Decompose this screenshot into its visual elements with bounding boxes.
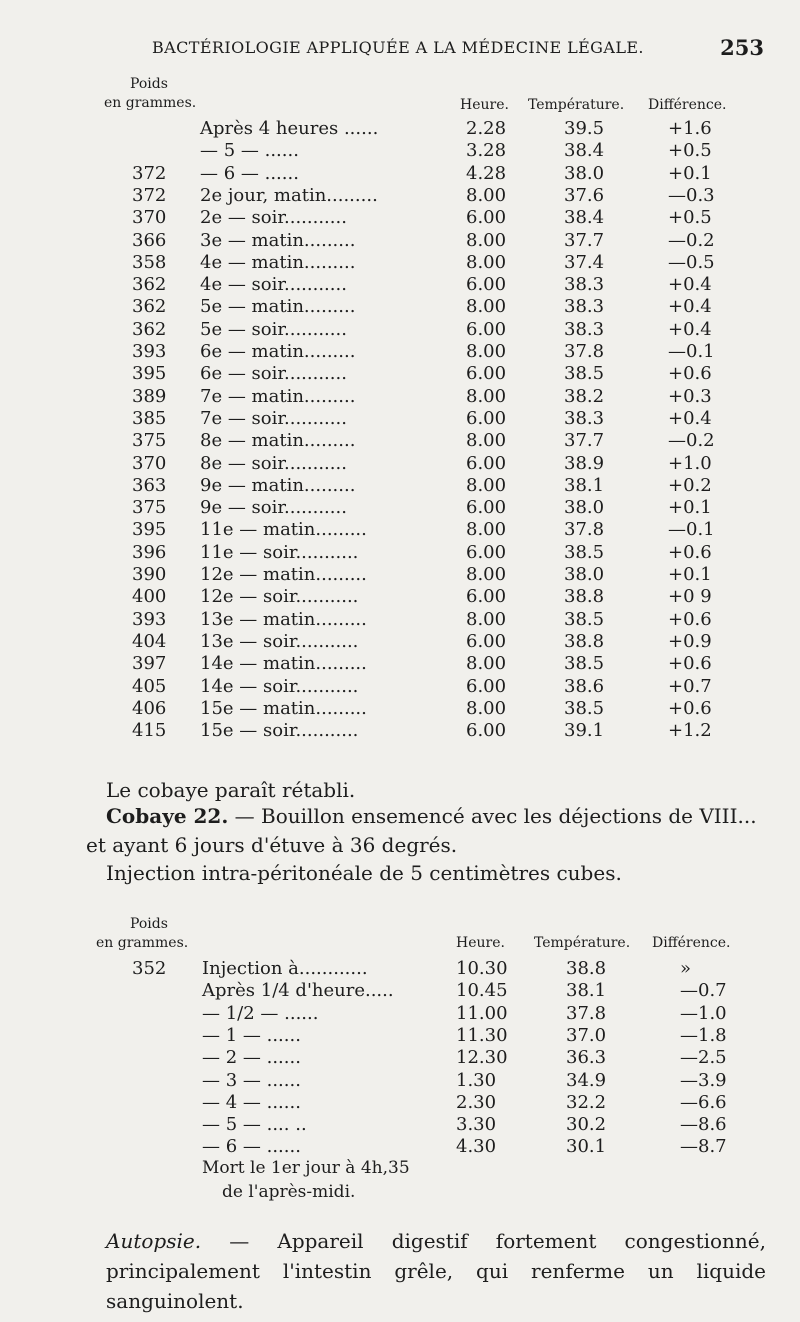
cobaye-label: Cobaye 22. <box>106 804 229 828</box>
hour-cell: 11.30 <box>456 1024 508 1046</box>
date-cell: 9e — matin......... <box>200 474 356 496</box>
date-cell: 2e — soir........... <box>200 207 347 229</box>
weight-cell: 362 <box>132 296 167 318</box>
table-row <box>0 1003 800 1025</box>
date-cell: — 1/2 — ...... <box>202 1002 319 1024</box>
temperature-cell: 38.9 <box>564 452 605 474</box>
table-row <box>0 408 800 430</box>
table-row <box>0 1047 800 1069</box>
date-cell: — 3 — ...... <box>202 1069 301 1091</box>
temperature-cell: 30.2 <box>566 1114 607 1136</box>
hour-cell: 11.00 <box>456 1002 508 1024</box>
temperature-cell: 38.3 <box>564 274 605 296</box>
date-cell: 15e — matin......... <box>200 697 367 719</box>
weight-header-line1: Poids <box>130 916 168 932</box>
difference-cell: +0.4 <box>668 318 712 340</box>
table-row <box>0 564 800 586</box>
difference-cell: +1.2 <box>668 720 712 742</box>
running-header <box>152 35 772 68</box>
difference-cell: —1.8 <box>680 1024 727 1046</box>
difference-cell: +0.3 <box>668 385 712 407</box>
temperature-cell: 38.0 <box>564 497 605 519</box>
table-row <box>0 653 800 675</box>
temperature-cell: 37.4 <box>564 251 605 273</box>
date-cell: — 2 — ...... <box>202 1047 301 1069</box>
difference-cell: +0.4 <box>668 274 712 296</box>
hour-cell: 8.00 <box>466 385 507 407</box>
temperature-cell: 38.2 <box>564 385 605 407</box>
date-cell: 14e — soir........... <box>200 675 359 697</box>
table-row <box>0 341 800 363</box>
difference-cell: —0.2 <box>668 430 715 452</box>
difference-cell: » <box>680 958 692 979</box>
temperature-cell: 38.5 <box>564 363 605 385</box>
difference-cell: —0.1 <box>668 519 715 541</box>
table-row <box>0 1114 800 1136</box>
paragraph-line-2: et ayant 6 jours d'étuve à 36 degrés. <box>86 833 458 857</box>
weight-header-line2: en grammes. <box>104 95 197 111</box>
temperature-cell: 34.9 <box>566 1069 607 1091</box>
weight-cell: 400 <box>132 586 167 608</box>
table-row <box>0 386 800 408</box>
paragraph-line-3: Injection intra-péritonéale de 5 centimètres cubes. <box>106 861 622 885</box>
temperature-cell: 30.1 <box>566 1136 607 1158</box>
temperature-cell: 37.8 <box>566 1002 607 1024</box>
temperature-cell: 38.5 <box>564 608 605 630</box>
hour-cell: 6.00 <box>466 541 507 563</box>
date-cell: — 5 — ...... <box>200 140 299 162</box>
cobaye-heading-line <box>106 804 757 828</box>
temperature-cell: 37.7 <box>564 430 605 452</box>
temperature-cell: 37.6 <box>564 184 605 206</box>
date-cell: Après 1/4 d'heure..... <box>202 980 394 1002</box>
difference-cell: —6.6 <box>680 1091 727 1113</box>
page-number: 253 <box>720 35 764 60</box>
temperature-cell: 38.8 <box>566 958 607 979</box>
hour-cell: 6.00 <box>466 675 507 697</box>
weight-cell: 375 <box>132 430 167 452</box>
table-row <box>0 1070 800 1092</box>
difference-cell: +0.4 <box>668 407 712 429</box>
hour-cell: 2.28 <box>466 118 507 139</box>
difference-cell: +0.4 <box>668 296 712 318</box>
death-note-line2: de l'après-midi. <box>222 1182 356 1202</box>
temperature-cell: 38.0 <box>564 162 605 184</box>
temperature-cell: 38.8 <box>564 630 605 652</box>
weight-cell: 395 <box>132 519 167 541</box>
hour-cell: 3.30 <box>456 1114 497 1136</box>
date-cell: 3e — matin......... <box>200 229 356 251</box>
table-row <box>0 542 800 564</box>
difference-header: Différence. <box>652 935 731 951</box>
recovered-line: Le cobaye paraît rétabli. <box>106 778 356 802</box>
difference-cell: +0.6 <box>668 608 712 630</box>
difference-cell: +0.6 <box>668 363 712 385</box>
temperature-cell: 37.8 <box>564 341 605 362</box>
table-row <box>0 185 800 207</box>
weight-cell: 362 <box>132 318 167 340</box>
autopsie-label: Autopsie. <box>106 1229 202 1253</box>
table-row <box>0 252 800 274</box>
temperature-cell: 38.5 <box>564 541 605 563</box>
temperature-cell: 37.0 <box>566 1024 607 1046</box>
hour-cell: 8.00 <box>466 184 507 206</box>
temperature-cell: 38.4 <box>564 207 605 229</box>
temperature-cell: 38.0 <box>564 564 605 585</box>
temperature-cell: 37.8 <box>564 519 605 541</box>
death-note-line1: Mort le 1er jour à 4h,35 <box>202 1158 410 1178</box>
hour-cell: 6.00 <box>466 407 507 429</box>
table-row <box>0 140 800 162</box>
weight-cell: 393 <box>132 608 167 630</box>
table-row <box>0 118 800 140</box>
difference-cell: —2.5 <box>680 1047 727 1069</box>
temperature-cell: 38.3 <box>564 296 605 318</box>
weight-cell: 415 <box>132 720 167 742</box>
hour-cell: 1.30 <box>456 1069 497 1091</box>
difference-cell: —0.7 <box>680 980 727 1002</box>
hour-cell: 8.00 <box>466 697 507 719</box>
date-cell: 4e — soir........... <box>200 274 347 296</box>
date-cell: — 6 — ...... <box>202 1136 301 1158</box>
date-cell: — 1 — ...... <box>202 1024 301 1046</box>
date-cell: 6e — matin......... <box>200 341 356 362</box>
table-row <box>0 676 800 698</box>
weight-cell: 397 <box>132 653 167 675</box>
autopsie-paragraph <box>106 1226 766 1316</box>
hour-cell: 8.00 <box>466 653 507 675</box>
date-cell: 4e — matin......... <box>200 251 356 273</box>
table-row <box>0 698 800 720</box>
temperature-cell: 39.5 <box>564 118 605 139</box>
weight-header-line2: en grammes. <box>96 935 189 951</box>
weight-cell: 372 <box>132 162 167 184</box>
hour-cell: 8.00 <box>466 229 507 251</box>
weight-cell: 395 <box>132 363 167 385</box>
difference-cell: +0.1 <box>668 162 712 184</box>
date-cell: 8e — soir........... <box>200 452 347 474</box>
table-row <box>0 1092 800 1114</box>
hour-cell: 8.00 <box>466 564 507 585</box>
hour-cell: 6.00 <box>466 586 507 608</box>
difference-cell: +0.2 <box>668 474 712 496</box>
weight-header-line1: Poids <box>130 76 168 92</box>
difference-cell: +0.1 <box>668 497 712 519</box>
table-row <box>0 609 800 631</box>
difference-cell: +0.9 <box>668 630 712 652</box>
table-row <box>0 319 800 341</box>
difference-cell: +0.6 <box>668 697 712 719</box>
hour-cell: 6.00 <box>466 630 507 652</box>
date-cell: 11e — soir........... <box>200 541 359 563</box>
date-cell: 15e — soir........... <box>200 720 359 742</box>
difference-cell: +0 9 <box>668 586 712 608</box>
hour-cell: 6.00 <box>466 720 507 742</box>
weight-cell: 362 <box>132 274 167 296</box>
table-row <box>0 586 800 608</box>
table-row <box>0 519 800 541</box>
temperature-header: Température. <box>534 935 631 951</box>
difference-cell: +0.5 <box>668 140 712 162</box>
hour-cell: 10.30 <box>456 958 508 979</box>
hour-cell: 6.00 <box>466 207 507 229</box>
difference-cell: +0.7 <box>668 675 712 697</box>
difference-cell: +0.5 <box>668 207 712 229</box>
date-cell: Injection à............ <box>202 958 368 979</box>
date-cell: 5e — matin......... <box>200 296 356 318</box>
table-row <box>0 207 800 229</box>
date-cell: 13e — soir........... <box>200 630 359 652</box>
table-row <box>0 980 800 1002</box>
date-cell: — 4 — ...... <box>202 1091 301 1113</box>
table-row <box>0 430 800 452</box>
weight-cell: 363 <box>132 474 167 496</box>
hour-cell: 6.00 <box>466 318 507 340</box>
difference-cell: +1.0 <box>668 452 712 474</box>
date-cell: — 5 — .... .. <box>202 1114 307 1136</box>
hour-cell: 10.45 <box>456 980 508 1002</box>
hour-cell: 8.00 <box>466 519 507 541</box>
difference-cell: —0.1 <box>668 341 715 362</box>
hour-cell: 8.00 <box>466 474 507 496</box>
date-cell: Après 4 heures ...... <box>200 118 379 139</box>
hour-cell: 4.30 <box>456 1136 497 1158</box>
hour-cell: 6.00 <box>466 363 507 385</box>
date-cell: 6e — soir........... <box>200 363 347 385</box>
weight-cell: 372 <box>132 184 167 206</box>
date-cell: 14e — matin......... <box>200 653 367 675</box>
hour-cell: 8.00 <box>466 430 507 452</box>
hour-cell: 12.30 <box>456 1047 508 1069</box>
temperature-cell: 38.1 <box>564 474 605 496</box>
table-row <box>0 230 800 252</box>
running-title: BACTÉRIOLOGIE APPLIQUÉE A LA MÉDECINE LÉGALE. <box>152 38 644 57</box>
date-cell: 7e — matin......... <box>200 385 356 407</box>
hour-cell: 6.00 <box>466 497 507 519</box>
temperature-cell: 38.4 <box>564 140 605 162</box>
temperature-cell: 38.5 <box>564 653 605 675</box>
table-row <box>0 1136 800 1158</box>
temperature-cell: 38.5 <box>564 697 605 719</box>
difference-cell: +0.6 <box>668 541 712 563</box>
table-row <box>0 631 800 653</box>
hour-cell: 8.00 <box>466 341 507 362</box>
table-row <box>0 958 800 980</box>
date-cell: 9e — soir........... <box>200 497 347 519</box>
table-row <box>0 296 800 318</box>
table-row <box>0 363 800 385</box>
difference-cell: —0.2 <box>668 229 715 251</box>
hour-cell: 8.00 <box>466 251 507 273</box>
temperature-cell: 38.3 <box>564 318 605 340</box>
hour-cell: 3.28 <box>466 140 507 162</box>
temperature-cell: 37.7 <box>564 229 605 251</box>
hour-header: Heure. <box>460 97 509 113</box>
date-cell: 2e jour, matin......... <box>200 184 378 206</box>
difference-cell: —8.7 <box>680 1136 727 1158</box>
weight-cell: 358 <box>132 251 167 273</box>
table-row <box>0 497 800 519</box>
weight-cell: 385 <box>132 407 167 429</box>
weight-cell: 370 <box>132 207 167 229</box>
difference-header: Différence. <box>648 97 727 113</box>
hour-cell: 6.00 <box>466 452 507 474</box>
weight-cell: 366 <box>132 229 167 251</box>
weight-cell: 390 <box>132 564 167 585</box>
difference-cell: +0.1 <box>668 564 712 585</box>
difference-cell: —1.0 <box>680 1002 727 1024</box>
table-row <box>0 475 800 497</box>
temperature-cell: 38.1 <box>566 980 607 1002</box>
weight-cell: 370 <box>132 452 167 474</box>
weight-cell: 389 <box>132 385 167 407</box>
weight-cell: 352 <box>132 958 167 979</box>
difference-cell: —3.9 <box>680 1069 727 1091</box>
table-row <box>0 453 800 475</box>
hour-cell: 4.28 <box>466 162 507 184</box>
date-cell: 12e — matin......... <box>200 564 367 585</box>
date-cell: — 6 — ...... <box>200 162 299 184</box>
temperature-header: Température. <box>528 97 625 113</box>
weight-cell: 406 <box>132 697 167 719</box>
hour-cell: 8.00 <box>466 608 507 630</box>
weight-cell: 404 <box>132 630 167 652</box>
hour-header: Heure. <box>456 935 505 951</box>
table-row <box>0 1025 800 1047</box>
table-row <box>0 163 800 185</box>
temperature-cell: 38.6 <box>564 675 605 697</box>
hour-cell: 8.00 <box>466 296 507 318</box>
weight-cell: 393 <box>132 341 167 362</box>
date-cell: 5e — soir........... <box>200 318 347 340</box>
autopsie-text: — Appareil digestif fortement congestionné, principalement l'intestin grêle, qui renferme un liquide sanguinolent. <box>106 1229 766 1313</box>
difference-cell: +1.6 <box>668 118 712 139</box>
temperature-cell: 38.8 <box>564 586 605 608</box>
temperature-cell: 39.1 <box>564 720 605 742</box>
date-cell: 12e — soir........... <box>200 586 359 608</box>
difference-cell: —0.5 <box>668 251 715 273</box>
difference-cell: +0.6 <box>668 653 712 675</box>
weight-cell: 396 <box>132 541 167 563</box>
weight-cell: 405 <box>132 675 167 697</box>
cobaye-description: — Bouillon ensemencé avec les déjections de VIII... <box>228 804 757 828</box>
table-row <box>0 720 800 742</box>
hour-cell: 2.30 <box>456 1091 497 1113</box>
hour-cell: 6.00 <box>466 274 507 296</box>
temperature-cell: 32.2 <box>566 1091 607 1113</box>
table-row <box>0 274 800 296</box>
date-cell: 11e — matin......... <box>200 519 367 541</box>
date-cell: 7e — soir........... <box>200 407 347 429</box>
difference-cell: —8.6 <box>680 1114 727 1136</box>
difference-cell: —0.3 <box>668 184 715 206</box>
date-cell: 13e — matin......... <box>200 608 367 630</box>
date-cell: 8e — matin......... <box>200 430 356 452</box>
temperature-cell: 38.3 <box>564 407 605 429</box>
temperature-cell: 36.3 <box>566 1047 607 1069</box>
weight-cell: 375 <box>132 497 167 519</box>
